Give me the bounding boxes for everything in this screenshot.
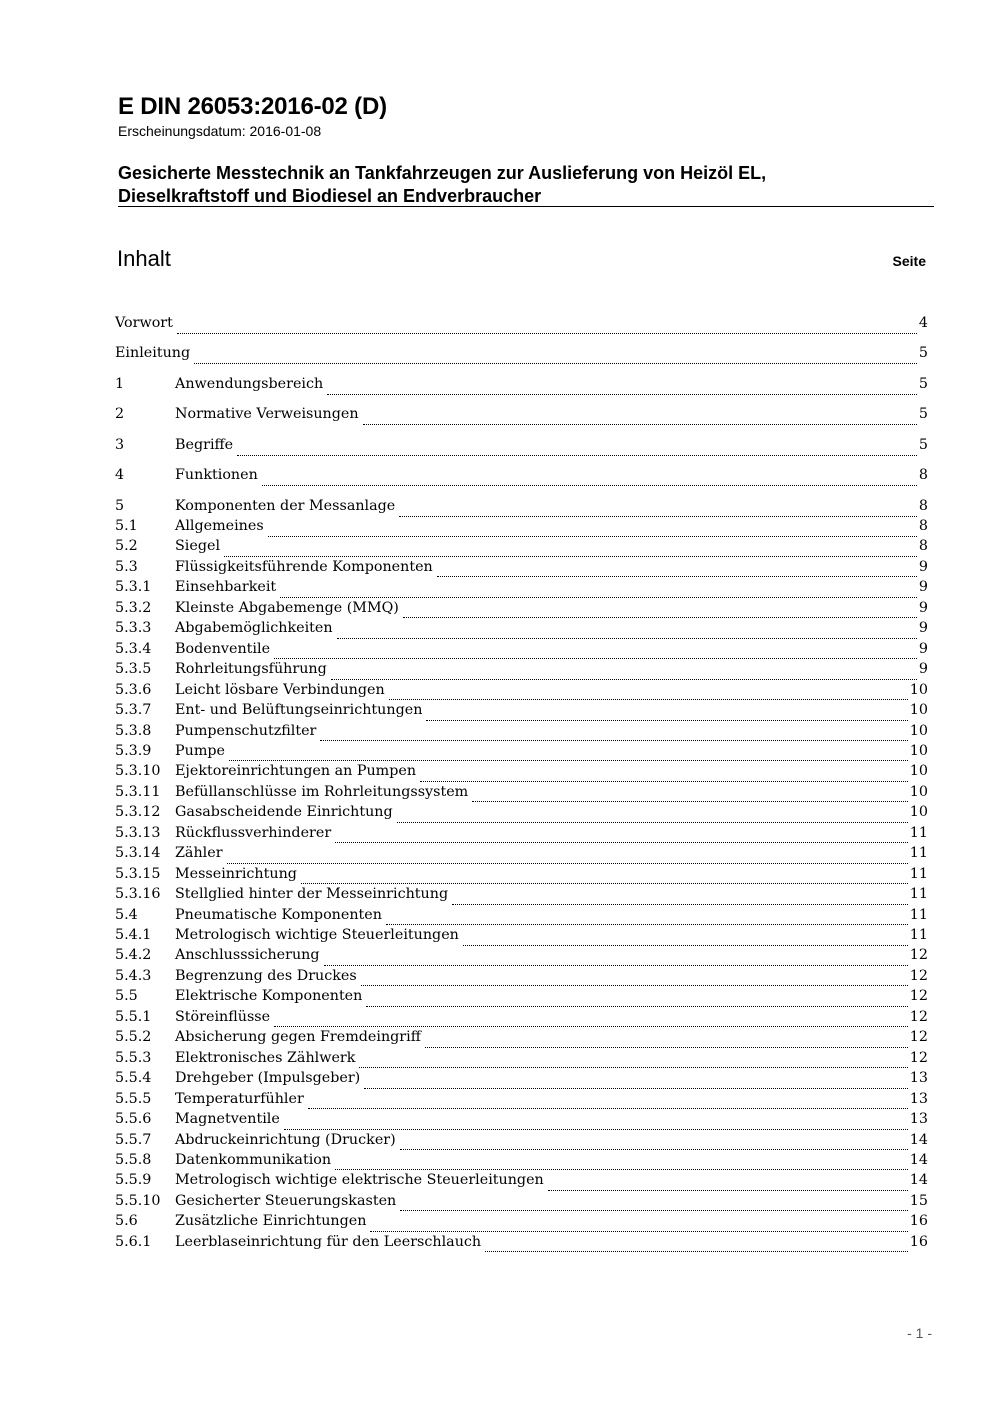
- toc-dot-leader: [194, 353, 917, 364]
- toc-entry-number: 5.1: [115, 518, 138, 534]
- toc-entry-label: Einsehbarkeit: [175, 579, 277, 596]
- toc-entry-number: 5.3: [115, 558, 138, 575]
- toc-dot-leader: [280, 587, 917, 598]
- toc-entry-number: 5.3.15: [115, 865, 161, 882]
- toc-entry[interactable]: [115, 782, 928, 802]
- toc-entry-page: 11: [909, 824, 928, 841]
- toc-entry-page: 14: [909, 1131, 928, 1148]
- toc-entry-page: 12: [909, 1008, 928, 1025]
- toc-dot-leader: [237, 445, 917, 456]
- toc-dot-leader: [425, 1037, 908, 1048]
- toc-entry[interactable]: [115, 536, 928, 556]
- toc-entry-page: 12: [909, 947, 928, 964]
- toc-entry[interactable]: [115, 1130, 928, 1150]
- toc-entry[interactable]: [115, 1211, 928, 1231]
- toc-entry[interactable]: [115, 986, 928, 1006]
- toc-entry-number: 5.5.9: [115, 1172, 152, 1189]
- toc-entry-page: 10: [909, 742, 928, 759]
- toc-entry-page: 12: [909, 967, 928, 984]
- toc-dot-leader: [262, 475, 917, 486]
- toc-entry[interactable]: [115, 435, 928, 455]
- toc-entry-label: Abgabemöglichkeiten: [175, 620, 333, 637]
- toc-entry-number: 5.5.6: [115, 1111, 152, 1128]
- toc-entry-label: Leerblaseinrichtung für den Leerschlauch: [175, 1233, 482, 1250]
- toc-dot-leader: [397, 812, 908, 823]
- toc-dot-leader: [426, 710, 907, 721]
- toc-entry-number: 5.5.4: [115, 1070, 152, 1087]
- toc-entry[interactable]: [115, 945, 928, 965]
- toc-entry-label: Gesicherter Steuerungskasten: [175, 1192, 397, 1209]
- toc-entry-page: 9: [918, 640, 928, 657]
- toc-entry-number: 5.3.1: [115, 579, 152, 596]
- toc-dot-leader: [327, 384, 917, 395]
- toc-dot-leader: [370, 1221, 907, 1232]
- toc-entry-page: 10: [909, 804, 928, 821]
- toc-dot-leader: [331, 669, 917, 680]
- toc-entry-number: 5.3.5: [115, 661, 152, 678]
- toc-dot-leader: [452, 894, 908, 905]
- toc-entry-label: Begrenzung des Druckes: [175, 967, 357, 984]
- toc-dot-leader: [335, 1159, 908, 1170]
- toc-entry-number: 5.6: [115, 1213, 138, 1230]
- toc-entry-label: Pumpenschutzfilter: [175, 722, 317, 739]
- toc-entry-number: 5.3.12: [115, 804, 161, 821]
- toc-dot-leader: [399, 506, 917, 517]
- toc-dot-leader: [366, 996, 907, 1007]
- document-id: E DIN 26053:2016-02 (D): [118, 93, 387, 120]
- toc-dot-leader: [472, 791, 908, 802]
- toc-entry[interactable]: [115, 761, 928, 781]
- toc-entry-number: 5.5.7: [115, 1131, 152, 1148]
- toc-entry-number: 5.2: [115, 538, 138, 555]
- toc-entry-label: Temperaturfühler: [175, 1090, 304, 1107]
- toc-entry-number: 5.5: [115, 988, 138, 1005]
- toc-entry-page: 16: [909, 1233, 928, 1250]
- toc-entry-number: 5.4.1: [115, 927, 152, 943]
- toc-entry[interactable]: [115, 1007, 928, 1027]
- toc-entry-label: Allgemeines: [175, 518, 264, 534]
- toc-entry[interactable]: [115, 598, 928, 618]
- toc-entry-number: 5.3.6: [115, 681, 152, 698]
- toc-dot-leader: [364, 1078, 908, 1089]
- toc-page-column-label: Seite: [892, 253, 926, 269]
- toc-entry-label: Anschlusssicherung: [175, 947, 320, 964]
- toc-entry[interactable]: [115, 700, 928, 720]
- document-header: [118, 92, 934, 208]
- toc-dot-leader: [548, 1180, 908, 1191]
- toc-dot-leader: [229, 750, 908, 761]
- toc-entry-page: 14: [909, 1151, 928, 1168]
- toc-dot-leader: [274, 648, 917, 659]
- toc-entry[interactable]: [115, 1232, 928, 1252]
- toc-entry[interactable]: [115, 741, 928, 761]
- document-title: [118, 162, 934, 208]
- toc-entry-label: Flüssigkeitsführende Komponenten: [175, 558, 433, 575]
- toc-entry-label: Rückflussverhinderer: [175, 824, 332, 841]
- toc-entry-page: 10: [909, 702, 928, 719]
- toc-entry-number: 5.3.8: [115, 722, 152, 739]
- toc-entry[interactable]: [115, 639, 928, 659]
- toc-entry-number: 5.5.2: [115, 1029, 152, 1046]
- toc-entry-page: 10: [909, 681, 928, 698]
- toc-entry-page: 13: [909, 1090, 928, 1107]
- toc-dot-leader: [359, 1057, 907, 1068]
- toc-entry-number: 5.3.9: [115, 742, 152, 759]
- toc-dot-leader: [224, 546, 917, 557]
- toc-entry[interactable]: [115, 577, 928, 597]
- toc-entry-number: 5.3.10: [115, 763, 161, 780]
- toc-dot-leader: [177, 323, 917, 334]
- toc-dot-leader: [361, 975, 908, 986]
- toc-entry-page: 9: [918, 579, 928, 596]
- toc-entry-number: 5.4.3: [115, 967, 152, 984]
- toc-entry-number: 5.3.16: [115, 886, 161, 903]
- header-divider: [118, 206, 934, 207]
- toc-entry-page: 11: [909, 845, 928, 862]
- toc-heading: Inhalt: [117, 246, 171, 271]
- toc-entry-page: 5: [918, 376, 928, 392]
- toc-entry[interactable]: [115, 465, 928, 485]
- toc-entry-page: 8: [918, 498, 928, 514]
- toc-entry-number: 5.3.14: [115, 845, 161, 862]
- document-title-line-1: Gesicherte Messtechnik an Tankfahrzeugen zur Auslieferung von Heizöl EL,: [118, 163, 767, 183]
- toc-dot-leader: [227, 853, 908, 864]
- toc-entry-page: 4: [918, 315, 928, 331]
- toc-entry-label: Absicherung gegen Fremdeingriff: [175, 1029, 421, 1046]
- toc-entry-label: Elektrische Komponenten: [175, 988, 363, 1005]
- toc-entry[interactable]: [115, 313, 928, 333]
- toc-entry[interactable]: [115, 659, 928, 679]
- toc-entry-label: Elektronisches Zählwerk: [175, 1049, 356, 1066]
- toc-entry[interactable]: [115, 618, 928, 638]
- toc-entry-page: 9: [918, 599, 928, 616]
- toc-entry-number: 5.5.1: [115, 1008, 152, 1025]
- toc-entry-label: Normative Verweisungen: [175, 406, 359, 422]
- toc-entry-number: 2: [115, 406, 125, 422]
- toc-entry-page: 8: [918, 538, 928, 555]
- toc-entry-page: 8: [918, 467, 928, 483]
- toc-entry-page: 9: [918, 620, 928, 637]
- toc-entry-label: Metrologisch wichtige Steuerleitungen: [175, 927, 459, 943]
- toc-dot-leader: [463, 935, 908, 946]
- toc-entry[interactable]: [115, 925, 928, 945]
- toc-dot-leader: [437, 566, 917, 577]
- toc-entry[interactable]: [115, 680, 928, 700]
- toc-dot-leader: [335, 832, 908, 843]
- toc-entry-number: 5.5.5: [115, 1090, 152, 1107]
- toc-entry[interactable]: [115, 1109, 928, 1129]
- toc-dot-leader: [420, 771, 908, 782]
- toc-dot-leader: [324, 955, 908, 966]
- toc-entry-label: Gasabscheidende Einrichtung: [175, 804, 393, 821]
- toc-entry-label: Ent- und Belüftungseinrichtungen: [175, 702, 423, 719]
- toc-entry-label: Vorwort: [115, 315, 173, 331]
- toc-entry-number: 1: [115, 376, 125, 392]
- toc-entry-label: Pumpe: [175, 742, 225, 759]
- toc-entry[interactable]: [115, 905, 928, 925]
- toc-entry-label: Begriffe: [175, 437, 234, 453]
- toc-entry-number: 5.3.2: [115, 599, 152, 616]
- toc-entry[interactable]: [115, 1191, 928, 1211]
- toc-entry-page: 14: [909, 1172, 928, 1189]
- toc-entry-label: Stellglied hinter der Messeinrichtung: [175, 886, 449, 903]
- toc-dot-leader: [363, 414, 917, 425]
- toc-dot-leader: [386, 914, 908, 925]
- toc-entry[interactable]: [115, 823, 928, 843]
- toc-dot-leader: [320, 730, 907, 741]
- toc-entry-label: Zähler: [175, 845, 223, 862]
- toc-entry[interactable]: [115, 404, 928, 424]
- toc-entry-page: 10: [909, 722, 928, 739]
- toc-entry-label: Leicht lösbare Verbindungen: [175, 681, 385, 698]
- toc-entry-label: Abdruckeinrichtung (Drucker): [175, 1131, 396, 1148]
- toc-entry-label: Befüllanschlüsse im Rohrleitungssystem: [175, 783, 469, 800]
- toc-entry-page: 8: [918, 518, 928, 534]
- toc-entry-label: Drehgeber (Impulsgeber): [175, 1070, 361, 1087]
- toc-entry-page: 12: [909, 1029, 928, 1046]
- toc-entry-label: Zusätzliche Einrichtungen: [175, 1213, 367, 1230]
- toc-entry-label: Metrologisch wichtige elektrische Steuerleitungen: [175, 1172, 544, 1189]
- toc-entry-page: 5: [918, 406, 928, 422]
- toc-entry-number: 5.3.11: [115, 783, 161, 800]
- toc-entry-page: 9: [918, 558, 928, 575]
- toc-entry-number: 5.5.3: [115, 1049, 152, 1066]
- toc-entry[interactable]: [115, 374, 928, 394]
- toc-entry[interactable]: [115, 1027, 928, 1047]
- toc-entry[interactable]: [115, 557, 928, 577]
- toc-entry-number: 5: [115, 498, 125, 514]
- toc-entry[interactable]: [115, 721, 928, 741]
- toc-entry-number: 5.3.4: [115, 640, 152, 657]
- toc-entry[interactable]: [115, 516, 928, 536]
- toc-dot-leader: [284, 1119, 908, 1130]
- toc-dot-leader: [268, 526, 917, 537]
- toc-entry-number: 3: [115, 437, 125, 453]
- toc-dot-leader: [389, 689, 908, 700]
- toc-dot-leader: [400, 1200, 908, 1211]
- toc-entry[interactable]: [115, 1068, 928, 1088]
- toc-entry-label: Funktionen: [175, 467, 258, 483]
- toc-dot-leader: [301, 873, 908, 884]
- toc-dot-leader: [274, 1016, 908, 1027]
- toc-dot-leader: [485, 1241, 908, 1252]
- toc-entry[interactable]: [115, 864, 928, 884]
- toc-entry[interactable]: [115, 802, 928, 822]
- toc-entry-page: 10: [909, 763, 928, 780]
- document-title-line-2: Dieselkraftstoff und Biodiesel an Endverbraucher: [118, 186, 542, 206]
- toc-entry-number: 5.6.1: [115, 1233, 152, 1250]
- toc-entry[interactable]: [115, 843, 928, 863]
- toc-entry[interactable]: [115, 1089, 928, 1109]
- toc-entry-label: Magnetventile: [175, 1111, 280, 1128]
- toc-entry[interactable]: [115, 884, 928, 904]
- toc-entry[interactable]: [115, 496, 928, 516]
- toc-entry-page: 11: [909, 927, 928, 943]
- toc-entry-label: Rohrleitungsführung: [175, 661, 327, 678]
- toc-entry-page: 16: [909, 1213, 928, 1230]
- toc-entry-label: Komponenten der Messanlage: [175, 498, 396, 514]
- toc-dot-leader: [308, 1098, 908, 1109]
- toc-entry-page: 11: [909, 865, 928, 882]
- toc-entry-label: Anwendungsbereich: [175, 376, 324, 392]
- toc-dot-leader: [337, 628, 917, 639]
- toc-entry-page: 5: [918, 345, 928, 361]
- toc-entry-label: Störeinflüsse: [175, 1008, 271, 1025]
- toc-entry-number: 5.5.10: [115, 1192, 161, 1209]
- toc-entry[interactable]: [115, 1048, 928, 1068]
- page-number: - 1 -: [907, 1325, 932, 1341]
- toc-entry-number: 5.3.13: [115, 824, 161, 841]
- toc-entry-label: Messeinrichtung: [175, 865, 297, 882]
- toc-entry-label: Siegel: [175, 538, 221, 555]
- toc-entry-number: 5.3.7: [115, 702, 152, 719]
- toc-entry-number: 5.4: [115, 906, 138, 923]
- toc-entry-page: 13: [909, 1070, 928, 1087]
- toc-entry-number: 5.5.8: [115, 1151, 152, 1168]
- toc-entry[interactable]: [115, 343, 928, 363]
- toc-entry[interactable]: [115, 1150, 928, 1170]
- toc-dot-leader: [400, 1139, 908, 1150]
- toc-entry-page: 5: [918, 437, 928, 453]
- toc-entry-label: Pneumatische Komponenten: [175, 906, 382, 923]
- toc-entry-number: 5.3.3: [115, 620, 152, 637]
- publication-date: Erscheinungsdatum: 2016-01-08: [118, 123, 322, 139]
- toc-entry-page: 11: [909, 906, 928, 923]
- toc-entry-page: 11: [909, 886, 928, 903]
- toc-entry-label: Kleinste Abgabemenge (MMQ): [175, 599, 399, 616]
- toc-entry-label: Bodenventile: [175, 640, 271, 657]
- toc-entry-page: 12: [909, 988, 928, 1005]
- toc-entry-page: 13: [909, 1111, 928, 1128]
- toc-entry[interactable]: [115, 1170, 928, 1190]
- toc-entry-page: 10: [909, 783, 928, 800]
- toc-entry-number: 5.4.2: [115, 947, 152, 964]
- toc-entry-label: Einleitung: [115, 345, 191, 361]
- toc-entry-label: Ejektoreinrichtungen an Pumpen: [175, 763, 417, 780]
- toc-entry-page: 12: [909, 1049, 928, 1066]
- toc-entry[interactable]: [115, 966, 928, 986]
- toc-entry-page: 9: [918, 661, 928, 678]
- toc-entry-page: 15: [909, 1192, 928, 1209]
- toc-entry-number: 4: [115, 467, 125, 483]
- toc-entry-label: Datenkommunikation: [175, 1151, 332, 1168]
- toc-dot-leader: [403, 607, 917, 618]
